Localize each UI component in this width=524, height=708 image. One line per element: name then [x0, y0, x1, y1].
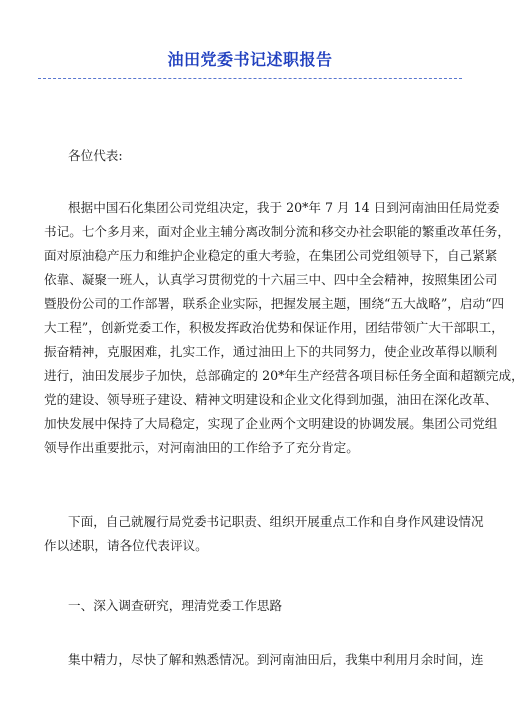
paragraph-1	[44, 196, 524, 460]
paragraph-1-line: 振奋精神，克服困难，扎实工作，通过油田上下的共同努力，使企业改革得以顺利	[44, 344, 498, 359]
title-divider	[38, 78, 462, 79]
paragraph-3-line: 集中精力，尽快了解和熟悉情况。到河南油田后，我集中利用月余时间，连	[68, 652, 484, 667]
paragraph-2	[44, 510, 484, 558]
paragraph-1-line: 书记。七个多月来，面对企业主辅分离改制分流和移交办社会职能的繁重改革任务，	[44, 224, 510, 239]
paragraph-1-line: 领导作出重要批示，对河南油田的工作给予了充分肯定。	[44, 440, 359, 455]
paragraph-2-line: 作以述职，请各位代表评议。	[44, 538, 208, 553]
paragraph-1-line: 根据中国石化集团公司党组决定，我于 20*年 7 月 14 日到河南油田任局党委	[68, 200, 500, 215]
salutation-text: 各位代表:	[68, 148, 123, 163]
salutation	[68, 144, 460, 168]
section-heading-text: 一、深入调查研究，理清党委工作思路	[68, 598, 283, 613]
paragraph-1-line: 进行，油田发展步子加快，总部确定的 20*年生产经营各项目标任务全面和超额完成，	[44, 368, 524, 383]
paragraph-3	[68, 648, 484, 672]
paragraph-1-line: 大工程”，创新党委工作，积极发挥政治优势和保证作用，团结带领广大干部职工，	[44, 320, 504, 335]
paragraph-1-line: 面对原油稳产压力和维护企业稳定的重大考验，在集团公司党组领导下，自己紧紧	[44, 248, 498, 263]
paragraph-1-line: 党的建设、领导班子建设、精神文明建设和企业文化得到加强，油田在深化改革、	[44, 392, 498, 407]
paragraph-1-line: 加快发展中保持了大局稳定，实现了企业两个文明建设的协调发展。集团公司党组	[44, 416, 498, 431]
paragraph-1-line: 依靠、凝聚一班人，认真学习贯彻党的十六届三中、四中全会精神，按照集团公司	[44, 272, 498, 287]
page-title: 油田党委书记述职报告	[167, 50, 333, 69]
paragraph-2-line: 下面，自己就履行局党委书记职责、组织开展重点工作和自身作风建设情况	[68, 514, 484, 529]
paragraph-1-line: 暨股份公司的工作部署，联系企业实际，把握发展主题，围绕“五大战略”，启动“四	[44, 296, 505, 311]
section-heading	[68, 594, 460, 618]
